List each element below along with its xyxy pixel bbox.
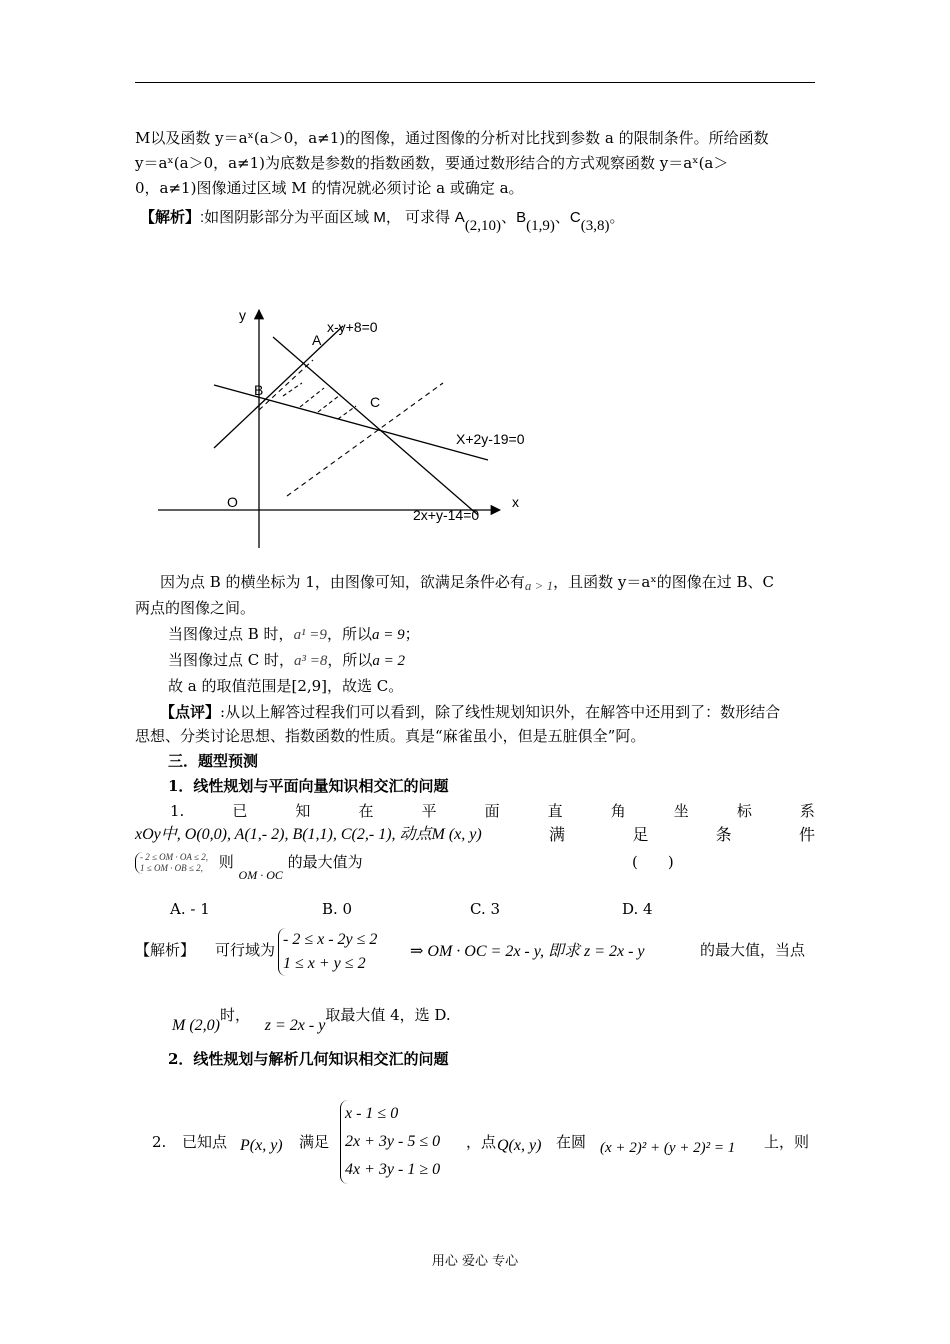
dashed-line-b bbox=[259, 360, 313, 410]
option-b[interactable]: B. 0 bbox=[322, 900, 353, 918]
region-graph bbox=[0, 0, 950, 560]
case-b-result: a = 9 bbox=[371, 627, 405, 643]
dashed-line-c bbox=[287, 383, 443, 496]
q1-word: 件 bbox=[798, 825, 815, 844]
analysis-text: :如图阴影部分为平面区域 M， 可求得 bbox=[200, 209, 451, 226]
graph-point-c: C bbox=[370, 394, 381, 410]
option-a[interactable]: A. - 1 bbox=[170, 900, 210, 918]
question-2-text: 在圆 bbox=[556, 1133, 587, 1151]
question-1-number: 1. bbox=[170, 802, 185, 820]
q1-ze: 则 bbox=[218, 853, 234, 871]
q1-word: 平 bbox=[421, 802, 437, 820]
q1-word: 坐 bbox=[673, 802, 689, 820]
condition-1: - 2 ≤ OM · OA ≤ 2, bbox=[140, 852, 208, 862]
point-b-label: B bbox=[516, 209, 527, 226]
body-text: 因为点 B 的横坐标为 1，由图像可知，欲满足条件必有 bbox=[160, 573, 525, 591]
point-m: M (2,0) bbox=[172, 1017, 220, 1034]
conclusion: 故 a 的取值范围是[2,9]，故选 C。 bbox=[168, 677, 404, 695]
answer-1-implication: ⇒ OM · OC = 2x - y, 即求 z = 2x - y bbox=[410, 943, 645, 960]
analysis-label: 【解析】 bbox=[140, 208, 201, 226]
q1-word: 满 bbox=[549, 825, 566, 844]
q1-tail: 的最大值为 bbox=[287, 853, 363, 871]
intro-line-1: M以及函数 y＝aˣ(a＞0，a≠1)的图像，通过图像的分析对比找到参数 a 的限制条件。所给函数 bbox=[135, 129, 769, 147]
comment-text: :从以上解答过程我们可以看到，除了线性规划知识外，在解答中还用到了：数形结合 bbox=[220, 703, 781, 721]
graph-point-b: B bbox=[254, 382, 264, 398]
q1-word: 标 bbox=[736, 802, 752, 820]
question-2 bbox=[152, 1100, 815, 1184]
case-c bbox=[168, 648, 815, 673]
line-x-y-8 bbox=[214, 326, 343, 448]
comment-label: 【点评】 bbox=[160, 703, 221, 721]
origin-label: O bbox=[227, 494, 238, 510]
circle-equation: (x + 2)² + (y + 2)² = 1 bbox=[600, 1140, 736, 1156]
point-c-label: C bbox=[569, 209, 581, 226]
line-2-label: X+2y-19=0 bbox=[456, 431, 525, 447]
case-c-result: a = 2 bbox=[372, 653, 406, 669]
answer-1-text: 可行域为 bbox=[215, 941, 276, 959]
question-2-text: 满足 bbox=[299, 1133, 330, 1151]
shade-hatch bbox=[300, 388, 324, 407]
q1-word: 足 bbox=[632, 825, 649, 844]
answer-1-system bbox=[278, 928, 377, 976]
comment-line-1 bbox=[160, 700, 840, 724]
case-b bbox=[168, 622, 815, 647]
q1-vector-product: OM · OC bbox=[238, 868, 283, 882]
point-a-coord: (2,10) bbox=[464, 218, 502, 234]
question-2-tail: 上，则 bbox=[764, 1133, 810, 1151]
point-c-coord: (3,8) bbox=[580, 218, 610, 234]
q1-word: 条 bbox=[715, 825, 732, 844]
q1-word: 在 bbox=[358, 802, 374, 820]
q1-word: 角 bbox=[610, 802, 626, 820]
y-axis-label: y bbox=[239, 307, 246, 323]
inequality-3: 4x + 3y - 1 ≥ 0 bbox=[345, 1161, 441, 1178]
question-2-text: 已知点 bbox=[182, 1133, 228, 1151]
question-1-conditions bbox=[135, 852, 208, 874]
case-c-text: 当图像过点 C 时， bbox=[168, 651, 295, 669]
section-3-title: 三．题型预测 bbox=[168, 752, 259, 770]
body-text: ，且函数 y＝aˣ的图像在过 B、C bbox=[553, 573, 774, 591]
question-1-options bbox=[170, 897, 815, 921]
z-expression: z = 2x - y bbox=[264, 1017, 326, 1034]
answer-1-text: 时， bbox=[219, 1006, 250, 1024]
answer-1-label: 【解析】 bbox=[135, 941, 196, 959]
question-2-number: 2. bbox=[152, 1133, 167, 1151]
option-c[interactable]: C. 3 bbox=[470, 900, 501, 918]
question-1-points: xOy中, O(0,0), A(1,- 2), B(1,1), C(2,- 1), 动点M (x, y) bbox=[135, 826, 482, 843]
option-d[interactable]: D. 4 bbox=[622, 900, 653, 918]
question-2-system bbox=[340, 1100, 440, 1184]
condition-2: 1 ≤ OM · OB ≤ 2, bbox=[140, 863, 203, 873]
x-axis-label: x bbox=[512, 494, 519, 510]
case-c-equation: a³ =8 bbox=[294, 653, 328, 669]
q1-word: 直 bbox=[547, 802, 563, 820]
line-1-label: x-y+8=0 bbox=[327, 319, 378, 335]
line-2x-y-14 bbox=[273, 337, 478, 515]
analysis-end: 。 bbox=[609, 208, 625, 226]
inequality-1: x - 1 ≤ 0 bbox=[345, 1105, 399, 1122]
sep-2: 、 bbox=[554, 208, 570, 226]
answer-parentheses: ( ) bbox=[632, 853, 674, 871]
graph-point-a: A bbox=[312, 332, 322, 348]
q1-word: 面 bbox=[484, 802, 500, 820]
system-line-1: - 2 ≤ x - 2y ≤ 2 bbox=[283, 931, 378, 948]
intro-line-3: 0，a≠1)图像通过区域 M 的情况就必须讨论 a 或确定 a。 bbox=[135, 179, 524, 197]
point-a-label: A bbox=[454, 209, 465, 226]
question-1-line-1 bbox=[170, 799, 815, 823]
answer-1-tail: 取最大值 4，选 D. bbox=[325, 1006, 451, 1024]
answer-1 bbox=[135, 928, 815, 984]
point-q: Q(x, y) bbox=[497, 1137, 542, 1154]
condition-a-gt-1: a > 1 bbox=[524, 578, 554, 593]
inequality-2: 2x + 3y - 5 ≤ 0 bbox=[345, 1133, 441, 1150]
comment-line-2: 思想、分类讨论思想、指数函数的性质。真是“麻雀虽小，但是五脏俱全”阿。 bbox=[135, 727, 646, 745]
case-b-text: ； bbox=[404, 625, 420, 643]
point-p: P(x, y) bbox=[240, 1137, 283, 1154]
question-1-line-3 bbox=[135, 850, 815, 890]
q1-word: 已 bbox=[232, 802, 248, 820]
shade-hatch bbox=[318, 395, 340, 412]
subsection-1-title: 1．线性规划与平面向量知识相交汇的问题 bbox=[168, 777, 449, 795]
body-line-2: 两点的图像之间。 bbox=[135, 599, 256, 617]
q1-word: 系 bbox=[799, 802, 815, 820]
case-c-text: ，所以 bbox=[327, 651, 373, 669]
question-2-text: ，点 bbox=[466, 1133, 497, 1151]
answer-1-line-2 bbox=[172, 1003, 815, 1034]
case-b-equation: a¹ =9 bbox=[293, 627, 327, 643]
case-b-text: 当图像过点 B 时， bbox=[168, 625, 294, 643]
point-b-coord: (1,9) bbox=[526, 218, 555, 234]
q1-word: 知 bbox=[295, 802, 311, 820]
line-3-label: 2x+y-14=0 bbox=[413, 507, 480, 523]
shade-hatch bbox=[338, 406, 356, 419]
page-footer: 用心 爱心 专心 bbox=[431, 1254, 519, 1269]
intro-line-2: y＝aˣ(a＞0，a≠1)为底数是参数的指数函数，要通过数形结合的方式观察函数 y＝aˣ(a＞ bbox=[135, 154, 729, 172]
subsection-2-title: 2．线性规划与解析几何知识相交汇的问题 bbox=[168, 1050, 449, 1068]
body-line-1 bbox=[160, 570, 840, 595]
question-1-line-2 bbox=[135, 823, 815, 847]
case-b-text: ，所以 bbox=[326, 625, 372, 643]
system-line-2: 1 ≤ x + y ≤ 2 bbox=[283, 955, 366, 972]
answer-1-text: 的最大值，当点 bbox=[700, 941, 806, 959]
sep-1: 、 bbox=[501, 208, 517, 226]
